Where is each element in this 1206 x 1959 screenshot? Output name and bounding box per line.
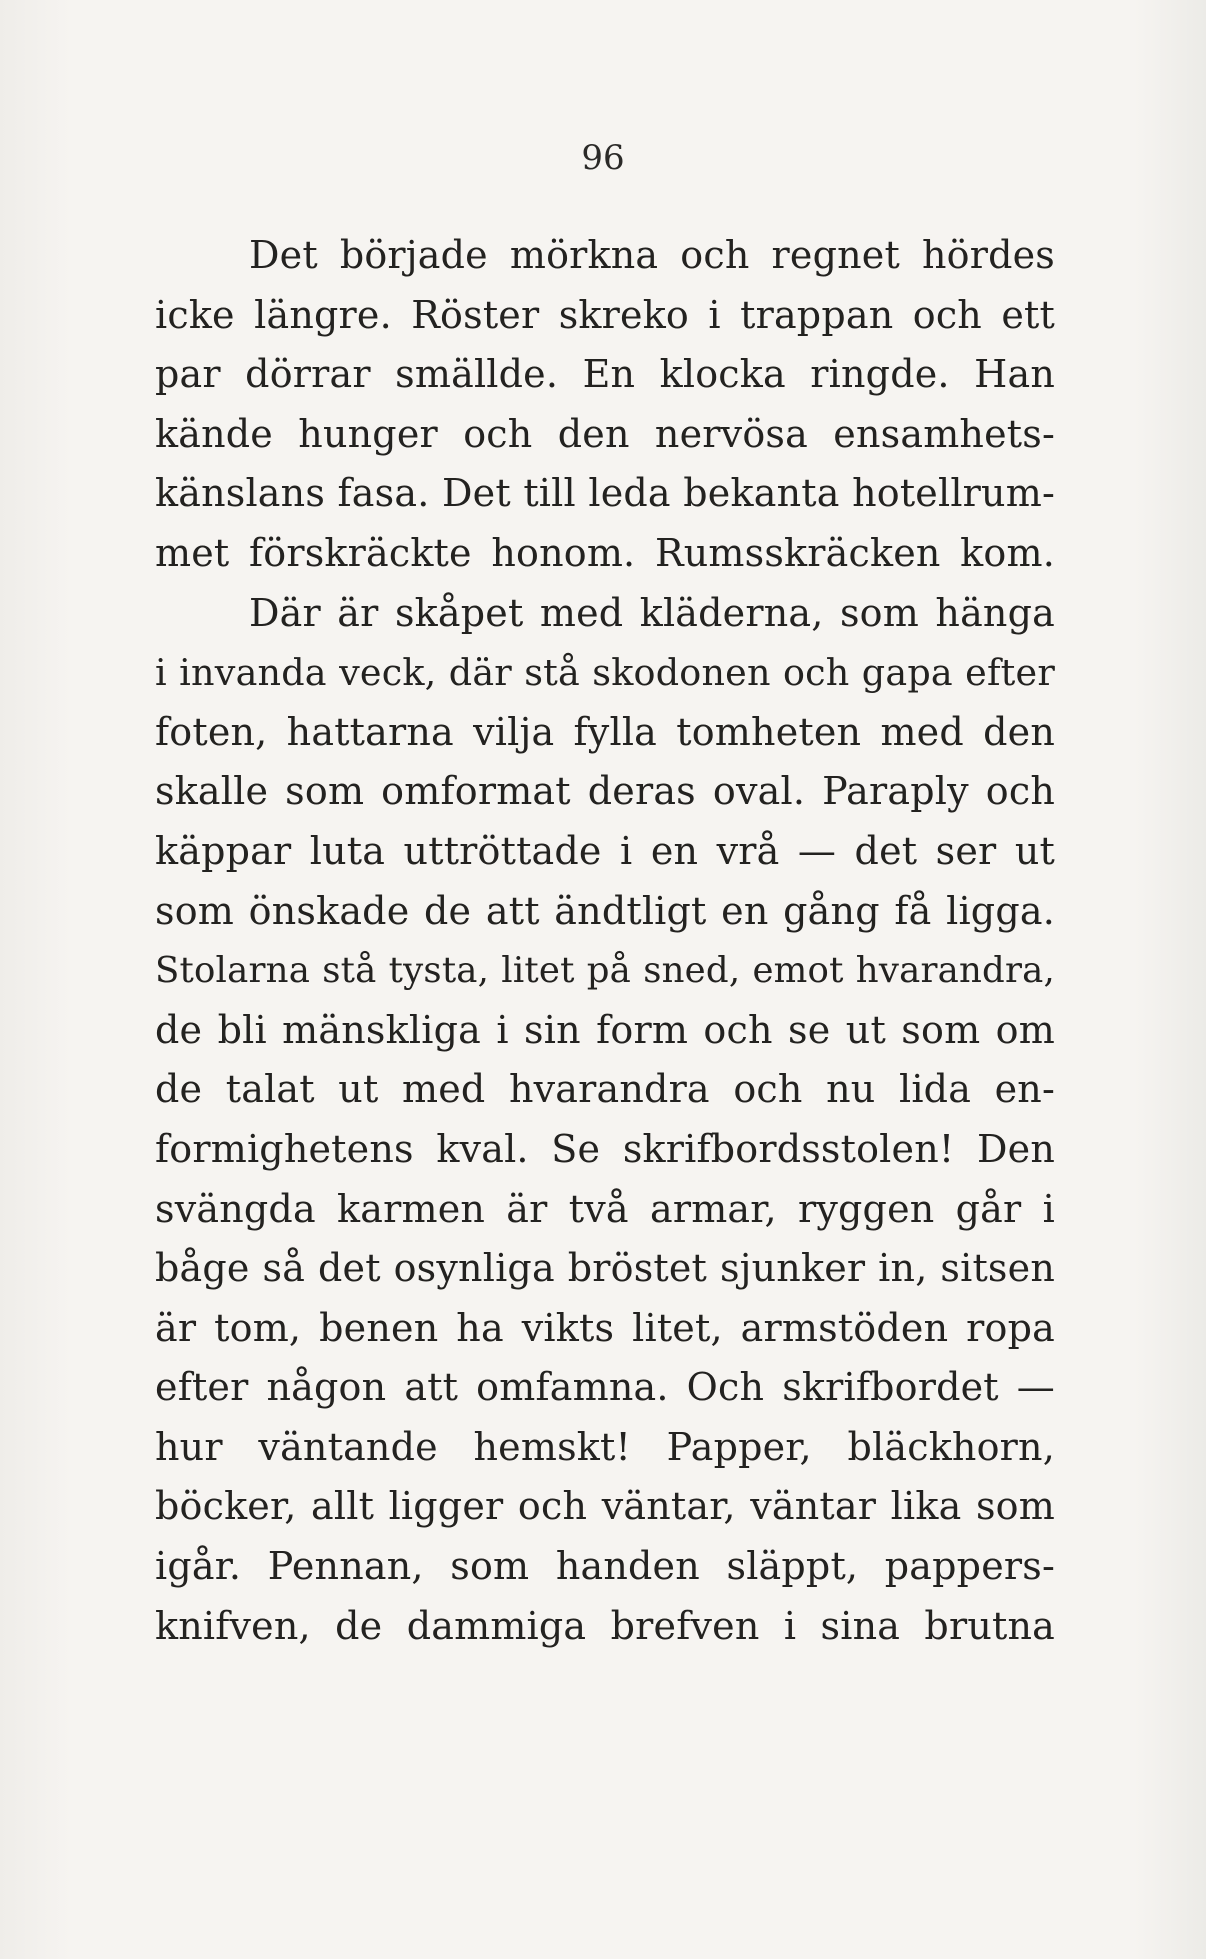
text-line-8: i invanda veck, där stå skodonen och gapa efter	[155, 651, 1055, 695]
text-line-3: par dörrar smällde. En klocka ringde. Han	[155, 352, 1055, 397]
body-text	[155, 226, 1055, 1656]
text-line-21: hur väntande hemskt! Papper, bläckhorn,	[155, 1424, 1055, 1469]
text-line-16: formighetens kval. Se skrifbordsstolen! Den	[155, 1126, 1055, 1171]
text-line-7: Där är skåpet med kläderna, som hänga	[249, 590, 1055, 635]
page-number: 96	[581, 138, 625, 178]
text-line-17: svängda karmen är två armar, ryggen går i	[155, 1186, 1055, 1231]
text-line-14: de bli mänskliga i sin form och se ut som om	[155, 1007, 1055, 1052]
text-line-1: Det började mörkna och regnet hördes	[249, 233, 1055, 277]
text-line-12: som önskade de att ändtligt en gång få ligga.	[155, 888, 1055, 933]
text-line-11: käppar luta uttröttade i en vrå — det ser ut	[155, 828, 1055, 873]
text-line-20: efter någon att omfamna. Och skrifbordet —	[155, 1365, 1055, 1410]
text-line-24: knifven, de dammiga brefven i sina brutna	[155, 1603, 1055, 1648]
text-line-19: är tom, benen ha vikts litet, armstöden ropa	[155, 1305, 1055, 1350]
text-line-13: Stolarna stå tysta, litet på sned, emot hvarandra,	[155, 950, 1055, 992]
text-line-23: igår. Pennan, som handen släppt, pappers-	[155, 1544, 1055, 1589]
text-line-15: de talat ut med hvarandra och nu lida en-	[155, 1067, 1055, 1112]
text-line-2: icke längre. Röster skreko i trappan och ett	[155, 292, 1055, 337]
text-line-5: känslans fasa. Det till leda bekanta hotellrum-	[155, 471, 1055, 516]
text-line-4: kände hunger och den nervösa ensamhets-	[155, 411, 1055, 456]
text-line-6: met förskräckte honom. Rumsskräcken kom.	[155, 530, 1055, 575]
text-line-18: båge så det osynliga bröstet sjunker in, sitsen	[155, 1246, 1055, 1291]
text-line-9: foten, hattarna vilja fylla tomheten med den	[155, 709, 1055, 754]
text-line-22: böcker, allt ligger och väntar, väntar lika som	[155, 1484, 1055, 1529]
text-line-10: skalle som omformat deras oval. Paraply och	[155, 769, 1055, 814]
